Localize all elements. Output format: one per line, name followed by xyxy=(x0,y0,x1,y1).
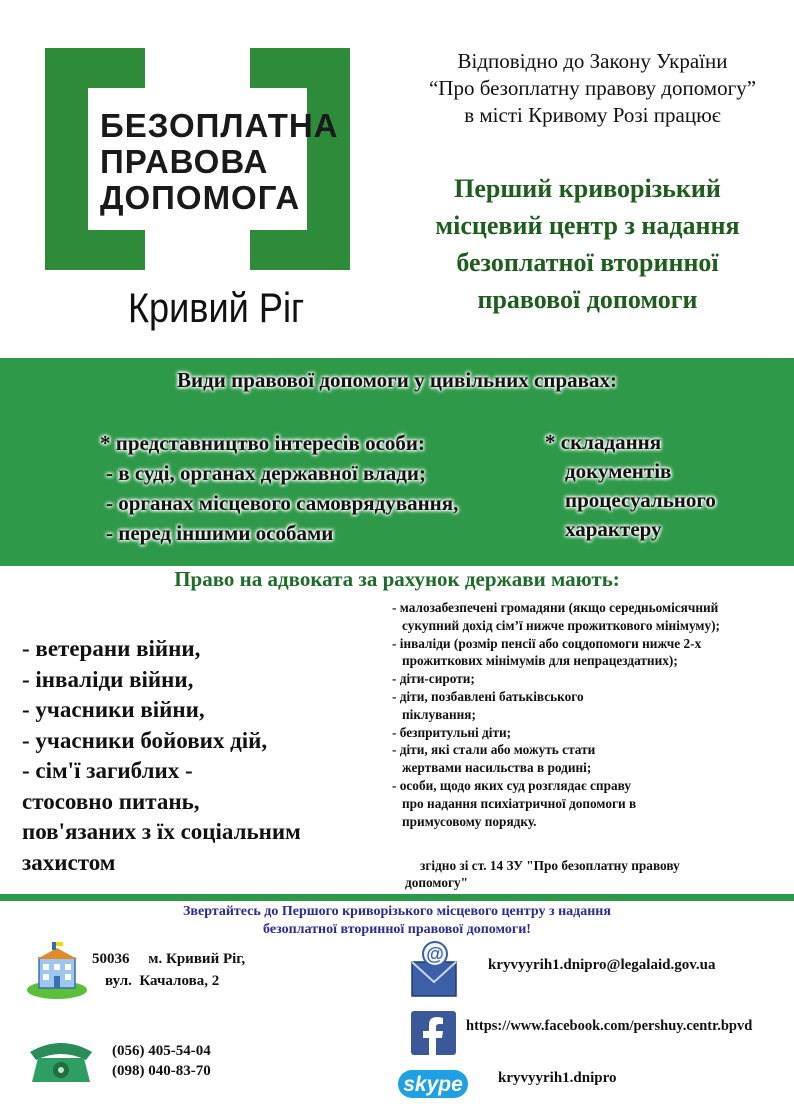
logo-city: Кривий Ріг xyxy=(128,284,305,331)
list-item: - інваліди війни, xyxy=(22,666,194,692)
list-item: стосовно питань, xyxy=(22,788,200,814)
list-item: * представництво інтересів особи: xyxy=(100,431,425,455)
list-item: - в суді, органах державної влади; xyxy=(106,461,427,485)
list-item: захистом xyxy=(22,849,116,875)
appeal-line: безоплатної вторинної правової допомоги! xyxy=(263,922,531,937)
advocate-left-list xyxy=(22,634,301,878)
list-item: - діти, позбавлені батьківського xyxy=(392,688,584,704)
address-line-1: 50036 м. Кривий Ріг, xyxy=(92,951,246,967)
list-item: - особи, щодо яких суд розглядає справу xyxy=(392,777,632,793)
center-title-line: місцевий центр з надання xyxy=(435,211,740,240)
center-title-line: правової допомоги xyxy=(477,285,698,314)
law-line: Відповідно до Закону України xyxy=(457,49,728,73)
logo-bracket-left-top xyxy=(45,48,145,88)
center-title-line: безоплатної вторинної xyxy=(456,248,719,277)
phones xyxy=(112,1041,211,1081)
facebook-icon xyxy=(411,1011,456,1055)
list-item: примусовому порядку. xyxy=(402,813,537,829)
center-title xyxy=(385,170,790,318)
list-item: - малозабезпечені громадяни (якщо середньомісячний xyxy=(392,600,719,615)
skype-icon xyxy=(396,1066,470,1102)
list-item: характеру xyxy=(565,517,662,541)
skype-login[interactable]: kryvyyrih1.dnipro xyxy=(498,1070,617,1086)
list-item: * складання xyxy=(545,430,662,454)
phone-icon xyxy=(26,1036,96,1086)
list-item: - органах місцевого самоврядування, xyxy=(106,491,459,515)
list-item: - діти-сироти; xyxy=(392,671,475,687)
building-icon xyxy=(25,940,89,1000)
law-source-line: згідно зі ст. 14 ЗУ "Про безоплатну правову xyxy=(420,858,680,873)
footer-divider xyxy=(0,894,794,901)
list-item: процесуального xyxy=(565,488,716,512)
law-reference xyxy=(395,48,790,129)
appeal xyxy=(0,903,794,939)
law-line: “Про безоплатну правову допомогу” xyxy=(428,76,757,100)
list-item: - учасники бойових дій, xyxy=(22,727,268,753)
law-source xyxy=(402,857,680,891)
list-item: - перед іншими особами xyxy=(106,521,334,545)
skype-logo-text: skype xyxy=(403,1073,463,1096)
civil-right-list xyxy=(545,428,716,544)
email-link[interactable]: kryvyyrih1.dnipro@legalaid.gov.ua xyxy=(488,957,716,973)
list-item: жертвами насильства в родині; xyxy=(402,760,592,776)
civil-title: Види правової допомоги у цивільних справах: xyxy=(177,368,617,392)
logo-bracket-right-top xyxy=(250,48,350,88)
list-item: - учасники війни, xyxy=(22,697,205,722)
facebook-link[interactable]: https://www.facebook.com/pershuy.centr.bpvd xyxy=(466,1018,753,1034)
logo-text xyxy=(100,107,339,216)
logo-line: ПРАВОВА xyxy=(100,143,269,180)
list-item: піклування; xyxy=(402,706,476,722)
phone-number[interactable]: (098) 040-83-70 xyxy=(112,1063,211,1079)
law-line: в місті Кривому Розі працює xyxy=(464,103,721,127)
svg-text:@: @ xyxy=(426,944,444,964)
list-item: - інваліди (розмір пенсії або соцдопомоги нижче 2-х xyxy=(392,635,702,651)
advocate-right-list xyxy=(392,599,720,830)
center-title-line: Перший криворізький xyxy=(454,174,721,203)
logo-bracket-left-bottom xyxy=(45,230,145,270)
phone-number[interactable]: (056) 405-54-04 xyxy=(112,1043,211,1059)
civil-left-list xyxy=(100,428,458,548)
appeal-line: Звертайтесь до Першого криворізького місцевого центру з надання xyxy=(183,904,611,919)
email-icon xyxy=(410,940,458,998)
advocate-title: Право на адвоката за рахунок держави мають: xyxy=(174,567,620,591)
list-item: - сім'ї загиблих - xyxy=(22,758,193,783)
list-item: документів xyxy=(565,459,672,483)
list-item: про надання психіатричної допомоги в xyxy=(402,795,637,811)
list-item: - діти, які стали або можуть стати xyxy=(392,742,596,758)
list-item: - ветерани війни, xyxy=(22,636,201,661)
logo-line: БЕЗОПЛАТНА xyxy=(100,107,339,144)
list-item: прожиткових мінімумів для непрацездатних); xyxy=(402,653,678,669)
list-item: сукупний дохід сім’ї нижче прожиткового мінімуму); xyxy=(402,617,720,633)
list-item: пов'язаних з їх соціальним xyxy=(22,819,301,844)
address-line-2: вул. Качалова, 2 xyxy=(105,973,220,989)
logo-bracket-right-bottom xyxy=(250,230,350,270)
list-item: - безпритульні діти; xyxy=(392,724,512,740)
law-source-line: допомогу" xyxy=(405,875,469,890)
logo-line: ДОПОМОГА xyxy=(100,179,301,216)
